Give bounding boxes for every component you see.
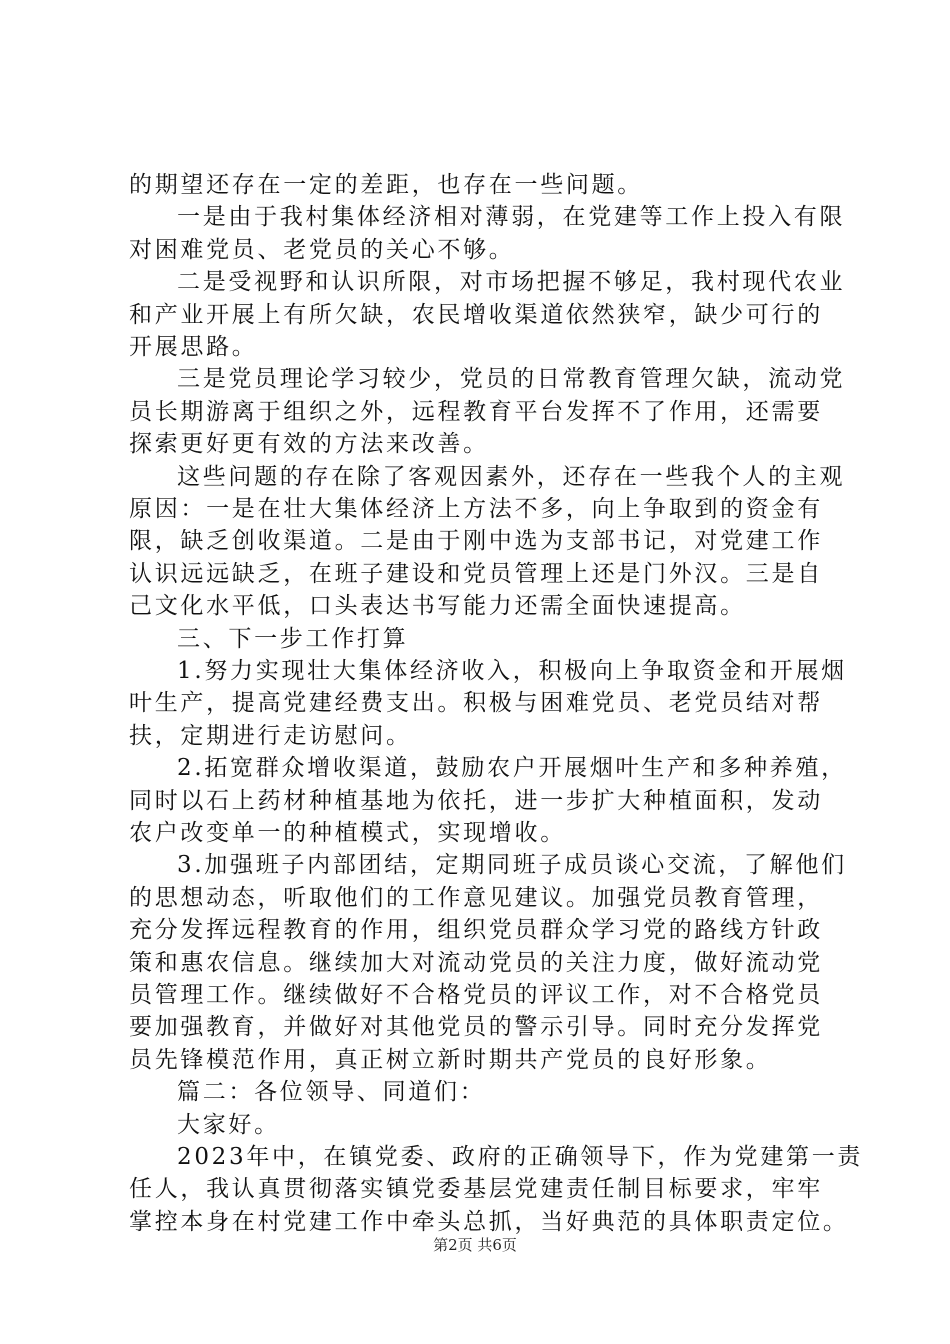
section-heading: 篇二：各位领导、同道们： <box>177 1079 486 1105</box>
section-heading: 三、下一步工作打算 <box>177 626 409 652</box>
body-line: 员先锋模范作用，真正树立新时期共产党员的良好形象。 <box>129 1047 772 1073</box>
body-line: 开展思路。 <box>129 334 258 360</box>
body-line: 员长期游离于组织之外，远程教育平台发挥不了作用，还需要 <box>129 399 823 425</box>
body-line: 掌控本身在村党建工作中牵头总抓，当好典范的具体职责定位。 <box>129 1209 849 1235</box>
body-line: 这些问题的存在除了客观因素外，还存在一些我个人的主观 <box>177 464 846 490</box>
body-line: 认识远远缺乏，在班子建设和党员管理上还是门外汉。三是自 <box>129 561 823 587</box>
body-line: 农户改变单一的种植模式，实现增收。 <box>129 820 566 846</box>
body-line: 1.努力实现壮大集体经济收入，积极向上争取资金和开展烟 <box>177 658 847 684</box>
body-line: 2.拓宽群众增收渠道，鼓励农户开展烟叶生产和多种养殖， <box>177 755 847 781</box>
body-line: 员管理工作。继续做好不合格党员的评议工作，对不合格党员 <box>129 982 823 1008</box>
body-line: 叶生产，提高党建经费支出。积极与困难党员、老党员结对帮 <box>129 690 823 716</box>
body-line: 限，缺乏创收渠道。二是由于刚中选为支部书记，对党建工作 <box>129 528 823 554</box>
body-line: 同时以石上药材种植基地为依托，进一步扩大种植面积，发动 <box>129 788 823 814</box>
body-line: 的思想动态，听取他们的工作意见建议。加强党员教育管理， <box>129 885 823 911</box>
body-line: 原因：一是在壮大集体经济上方法不多，向上争取到的资金有 <box>129 496 823 522</box>
body-line: 任人，我认真贯彻落实镇党委基层党建责任制目标要求，牢牢 <box>129 1176 823 1202</box>
body-line: 扶，定期进行走访慰问。 <box>129 723 412 749</box>
body-line: 充分发挥远程教育的作用，组织党员群众学习党的路线方针政 <box>129 917 823 943</box>
body-line: 的期望还存在一定的差距，也存在一些问题。 <box>129 172 643 198</box>
body-line: 大家好。 <box>177 1112 280 1138</box>
body-line: 对困难党员、老党员的关心不够。 <box>129 237 515 263</box>
body-line: 策和惠农信息。继续加大对流动党员的关注力度，做好流动党 <box>129 950 823 976</box>
page-number-footer: 第2页 共6页 <box>433 1236 517 1254</box>
body-line: 一是由于我村集体经济相对薄弱，在党建等工作上投入有限 <box>177 204 846 230</box>
body-line: 二是受视野和认识所限，对市场把握不够足，我村现代农业 <box>177 269 846 295</box>
body-line: 三是党员理论学习较少，党员的日常教育管理欠缺，流动党 <box>177 366 846 392</box>
body-line: 探索更好更有效的方法来改善。 <box>129 431 489 457</box>
body-line: 要加强教育，并做好对其他党员的警示引导。同时充分发挥党 <box>129 1014 823 1040</box>
body-line: 己文化水平低，口头表达书写能力还需全面快速提高。 <box>129 593 746 619</box>
body-line: 3.加强班子内部团结，定期同班子成员谈心交流，了解他们 <box>177 852 847 878</box>
body-line: 和产业开展上有所欠缺，农民增收渠道依然狭窄，缺少可行的 <box>129 302 823 328</box>
body-line: 2023年中，在镇党委、政府的正确领导下，作为党建第一责 <box>177 1144 864 1170</box>
